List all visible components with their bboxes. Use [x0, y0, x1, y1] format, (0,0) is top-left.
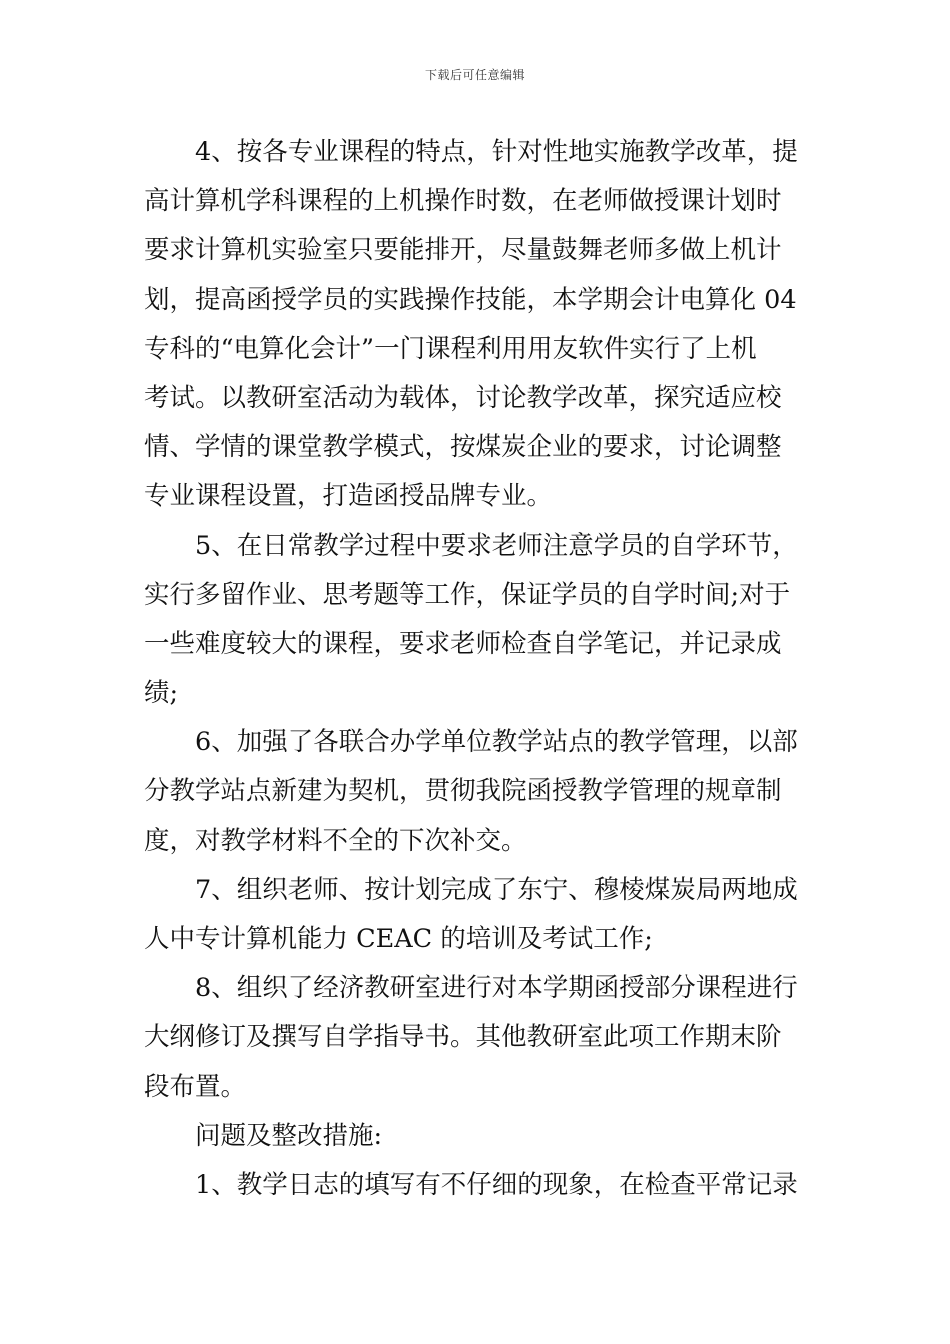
text-line: 度，对教学材料不全的下次补交。 [144, 825, 527, 856]
text-line: 大纲修订及撰写自学指导书。其他教研室此项工作期末阶 [144, 1022, 782, 1053]
text-line: 6、加强了各联合办学单位教学站点的教学管理，以部 [195, 727, 798, 758]
text-line: 实行多留作业、思考题等工作，保证学员的自学时间;对于 [144, 579, 791, 610]
text-line: 专科的“电算化会计”一门课程利用用友软件实行了上机 [144, 333, 757, 364]
text-line: 考试。以教研室活动为载体，讨论教学改革，探究适应校 [144, 382, 782, 413]
text-line: 一些难度较大的课程，要求老师检查自学笔记，并记录成 [144, 628, 782, 659]
paragraph-item-6 [144, 718, 812, 866]
text-line: 7、组织老师、按计划完成了东宁、穆棱煤炭局两地成 [195, 874, 798, 905]
text-line: 分教学站点新建为契机，贯彻我院函授教学管理的规章制 [144, 776, 782, 807]
text-line: 人中专计算机能力 CEAC 的培训及考试工作; [144, 924, 653, 954]
text-line: 专业课程设置，打造函授品牌专业。 [144, 481, 553, 512]
text-line: 4、按各专业课程的特点，针对性地实施教学改革，提 [195, 137, 798, 167]
paragraph-item-8 [144, 964, 812, 1112]
text-line: 情、学情的课堂教学模式，按煤炭企业的要求，讨论调整 [144, 432, 782, 463]
text-line: 1、教学日志的填写有不仔细的现象，在检查平常记录 [195, 1169, 798, 1200]
document-body [144, 128, 812, 1210]
text-line: 绩; [144, 678, 179, 709]
text-line: 高计算机学科课程的上机操作时数，在老师做授课计划时 [144, 186, 782, 217]
text-line: 5、在日常教学过程中要求老师注意学员的自学环节， [195, 530, 798, 561]
section-heading-issues [144, 1112, 812, 1161]
text-line: 段布置。 [144, 1071, 247, 1102]
paragraph-item-4 [144, 128, 812, 522]
paragraph-item-5 [144, 522, 812, 719]
text-line: 要求计算机实验室只要能排开，尽量鼓舞老师多做上机计 [144, 235, 782, 266]
page-header: 下载后可任意编辑 [424, 68, 525, 82]
text-line: 划，提高函授学员的实践操作技能，本学期会计电算化 04 [144, 284, 797, 315]
text-line: 8、组织了经济教研室进行对本学期函授部分课程进行 [195, 973, 798, 1004]
paragraph-issue-1 [144, 1161, 812, 1210]
text-line: 问题及整改措施: [195, 1120, 383, 1151]
paragraph-item-7 [144, 866, 812, 964]
